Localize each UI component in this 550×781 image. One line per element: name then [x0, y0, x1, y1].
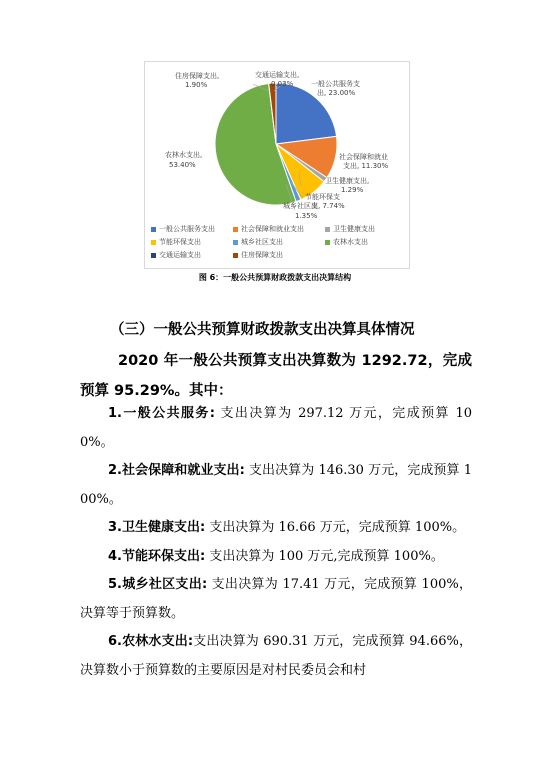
expenditure-item-health: [80, 514, 472, 543]
expenditure-list: [80, 400, 472, 685]
legend-item-social: [233, 224, 325, 234]
legend-item-urban: [233, 237, 325, 247]
legend-item-transport: [151, 250, 233, 260]
legend-label: 一般公共服务支出: [159, 225, 215, 233]
label-transport-name: 交通运输支出,: [255, 71, 300, 79]
legend-swatch: [325, 227, 330, 232]
item-label: 5.城乡社区支出:: [108, 577, 208, 592]
item-label: 6.农林水支出:: [108, 634, 194, 649]
legend-swatch: [233, 253, 238, 258]
legend-swatch: [151, 227, 156, 232]
legend-swatch: [151, 240, 156, 245]
label-general-public-name: 一般公共服务支: [311, 80, 360, 88]
item-text: 支出决算为 297.12 万元，完成预算 100%。: [80, 406, 472, 450]
label-urban-value: 1.35%: [295, 212, 318, 220]
label-urban-name: 城乡社区支: [283, 202, 318, 210]
label-health-value: 1.29%: [341, 186, 364, 194]
item-text: 支出决算为 16.66 万元，完成预算 100%。: [205, 520, 466, 535]
legend-swatch: [325, 240, 330, 245]
label-energy-value: 出, 7.74%: [311, 202, 345, 210]
chart-legend: [151, 224, 401, 260]
item-label: 3.卫生健康支出:: [108, 520, 206, 535]
legend-item-health: [325, 224, 401, 234]
section-heading: （三）一般公共预算财政拨款支出决算具体情况: [110, 322, 415, 338]
item-text: 支出决算为 146.30 万元，完成预算 100%。: [80, 463, 473, 507]
pie-chart: [144, 61, 410, 269]
item-label: 4.节能环保支出:: [108, 548, 206, 564]
item-label: 1.一般公共服务:: [108, 406, 215, 421]
item-text: 支出决算为 17.41 万元，完成预算 100%，决算等于预算数。: [80, 577, 472, 621]
legend-item-housing: [233, 250, 325, 260]
expenditure-item-agri: [80, 628, 472, 685]
legend-label: 农林水支出: [333, 238, 368, 246]
legend-label: 社会保障和就业支出: [241, 225, 304, 233]
summary-paragraph: 2020 年一般公共预算支出决算数为 1292.72，完成预算 95.29%。其中：: [80, 353, 472, 399]
label-health-name: 卫生健康支出,: [325, 177, 370, 185]
pie-slices: [215, 83, 337, 205]
label-housing-name: 住房保障支出,: [175, 72, 220, 80]
legend-item-general-public: [151, 224, 233, 234]
legend-label: 卫生健康支出: [333, 225, 375, 233]
expenditure-item-general-public: [80, 400, 472, 457]
label-housing-value: 1.90%: [185, 81, 208, 89]
legend-swatch: [151, 253, 156, 258]
legend-label: 交通运输支出: [159, 251, 201, 259]
expenditure-item-urban: [80, 571, 472, 628]
legend-label: 节能环保支出: [159, 238, 201, 246]
label-social-value: 支出, 11.30%: [343, 162, 389, 170]
label-agri-name: 农林水支出,: [165, 151, 203, 159]
legend-label: 住房保障支出: [241, 251, 283, 259]
label-general-public-value: 出, 23.00%: [317, 89, 356, 97]
label-transport-value: 0.03%: [271, 80, 294, 88]
legend-label: 城乡社区支出: [241, 238, 283, 246]
label-agri-value: 53.40%: [169, 161, 196, 169]
label-energy-name: 节能环保支: [305, 193, 340, 201]
figure-caption: 图 6：一般公共预算财政拨款支出决算结构: [198, 273, 352, 282]
legend-swatch: [233, 240, 238, 245]
item-text: 支出决算为 100 万元,完成预算 100%。: [205, 548, 444, 564]
legend-item-agri: [325, 237, 401, 247]
legend-item-energy: [151, 237, 233, 247]
expenditure-item-energy: [80, 543, 472, 572]
expenditure-item-social: [80, 457, 472, 514]
item-label: 2.社会保障和就业支出:: [108, 463, 245, 478]
legend-swatch: [233, 227, 238, 232]
label-social-name: 社会保障和就业: [339, 153, 388, 161]
item-text: 支出决算为 690.31 万元，完成预算 94.66%，决算数小于预算数的主要原因是对村民委员会和村: [80, 634, 472, 678]
